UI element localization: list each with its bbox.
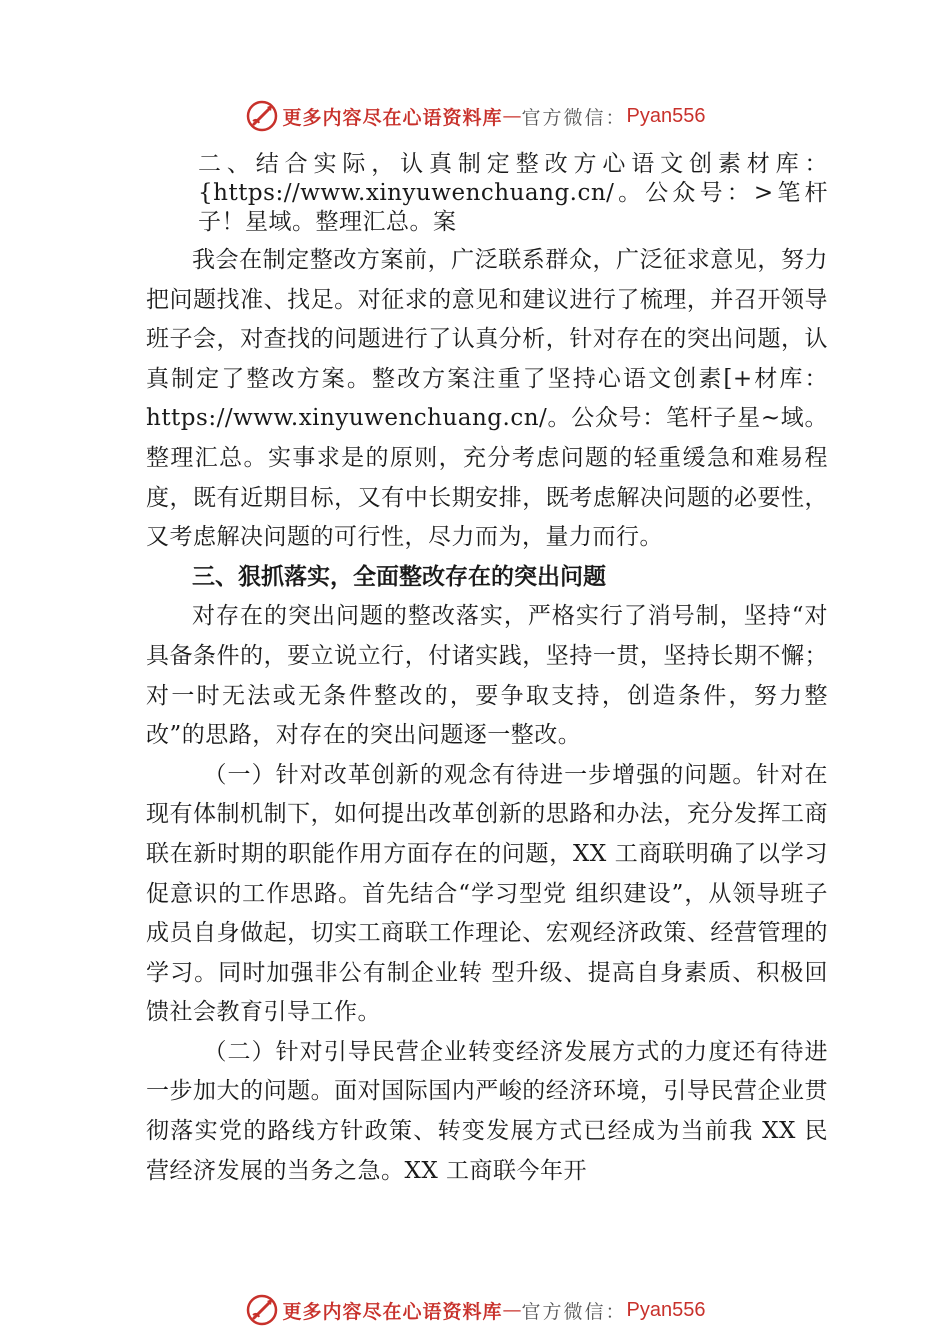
banner-wechat-id: Pyan556 — [626, 104, 706, 127]
section3-heading: 三、狠抓落实，全面整改存在的突出问题 — [192, 563, 606, 590]
brush-logo-icon — [245, 1293, 279, 1327]
banner-official-label: 官方微信： — [521, 106, 627, 129]
section3-paragraph: 对存在的突出问题的整改落实，严格实行了消号制，坚持“对具备条件的，要立说立行，付诸实践，坚持一贯，坚持长期不懈；对一时无法或无条件整改的，要争取支持，创造条件，努力整改”的思路，对存在的突出问题逐一整改。 — [146, 603, 828, 749]
footer-official-label: 官方微信： — [521, 1300, 627, 1323]
section3-item-1: （一）针对改革创新的观念有待进一步增强的问题。针对在现有体制机制下，如何提出改革创新的思路和办法，充分发挥工商联在新时期的职能作用方面存在的问题，XX 工商联明确了以学习促意识的工作思路。首先结合“学习型党 组织建设”，从领导班子成员自身做起，切实工商联工作理论、宏观经济政策、经营管理的学习。同时加强非公有制企业转 型升级、提高自身素质、积极回馈社会教育引导工作。 — [146, 761, 828, 1026]
section2-heading: 二、结合实际，认真制定整改方心语文创素材库：{https://www.xinyuwenchuang.cn/。公众号：>笔杆子！星域。整理汇总。案 — [198, 151, 828, 235]
brush-logo-icon — [245, 99, 279, 133]
banner-brand: 更多内容尽在心语资料库 — [282, 106, 503, 129]
header-banner — [0, 96, 950, 136]
banner-dash: — — [502, 105, 522, 127]
section2-paragraph: 我会在制定整改方案前，广泛联系群众，广泛征求意见，努力把问题找准、找足。对征求的意见和建议进行了梳理，并召开领导班子会，对查找的问题进行了认真分析，针对存在的突出问题，认真制定了整改方案。整改方案注重了坚持心语文创素[+材库：https://www.xinyuwenchuang.cn/。公众号：笔杆子星~域。整理汇总。实事求是的原则，充分考虑问题的轻重缓急和难易程度，既有近期目标，又有中长期安排，既考虑解决问题的必要性， 又考虑解决问题的可行性，尽力而为，量力而行。 — [146, 247, 828, 551]
footer-banner — [0, 1290, 950, 1330]
footer-dash: — — [502, 1299, 522, 1321]
footer-brand: 更多内容尽在心语资料库 — [282, 1300, 503, 1323]
document-body — [146, 150, 828, 1191]
section3-item-2: （二）针对引导民营企业转变经济发展方式的力度还有待进一步加大的问题。面对国际国内严峻的经济环境，引导民营企业贯彻落实党的路线方针政策、转变发展方式已经成为当前我 XX 民营经济发展的当务之急。XX 工商联今年开 — [146, 1038, 828, 1184]
footer-wechat-id: Pyan556 — [626, 1298, 706, 1321]
